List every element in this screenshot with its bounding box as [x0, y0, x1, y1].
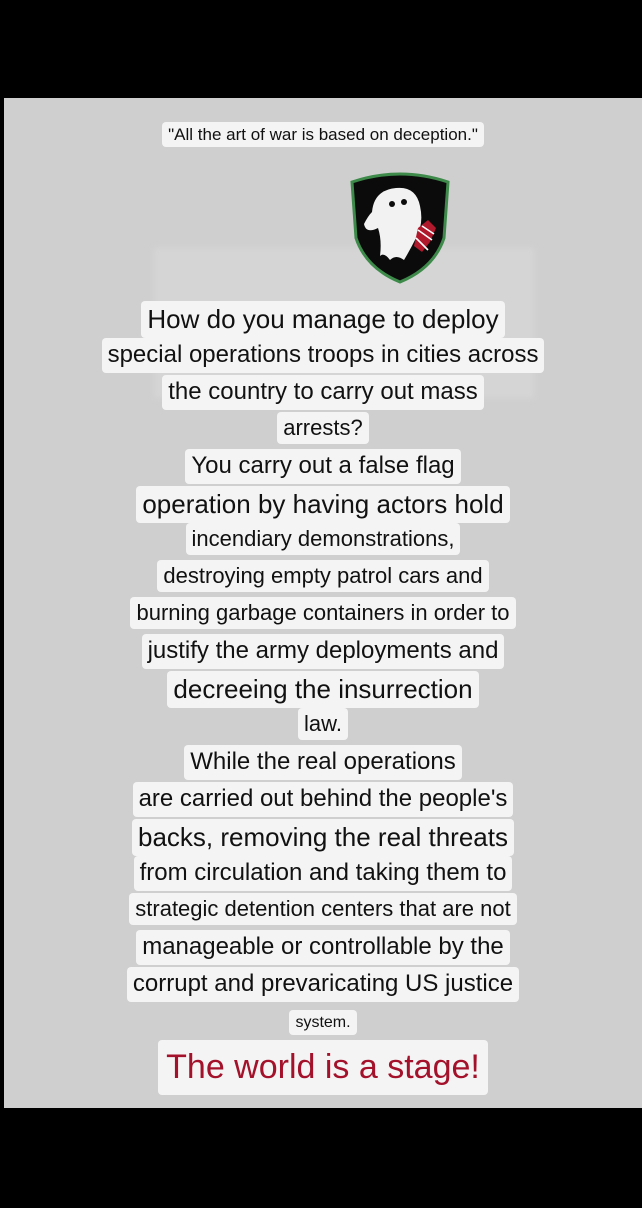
text-line — [4, 1004, 642, 1041]
text-line — [4, 856, 642, 893]
text-line-label: from circulation and taking them to — [134, 856, 513, 891]
text-line-label: manageable or controllable by the — [136, 930, 510, 965]
text-line — [4, 338, 642, 375]
text-line — [4, 893, 642, 930]
text-line-label: corrupt and prevaricating US justice — [127, 967, 519, 1002]
footer-text: The world is a stage! — [158, 1040, 488, 1095]
text-line-label: law. — [298, 708, 348, 740]
text-line — [4, 634, 642, 671]
text-line-label: are carried out behind the people's — [133, 782, 514, 817]
footer-caption — [4, 1040, 642, 1095]
ghost-shield-insignia-icon — [344, 168, 456, 284]
quote-text: "All the art of war is based on deception." — [162, 122, 484, 147]
text-line — [4, 412, 642, 449]
text-line — [4, 523, 642, 560]
text-line — [4, 782, 642, 819]
quote-caption — [4, 122, 642, 147]
text-line-label: system. — [289, 1010, 356, 1035]
text-line-label: decreeing the insurrection — [167, 671, 478, 708]
text-line — [4, 301, 642, 338]
message-lines — [4, 301, 642, 1041]
text-line-label: the country to carry out mass — [162, 375, 483, 410]
text-line — [4, 597, 642, 634]
text-line — [4, 967, 642, 1004]
text-line-label: backs, removing the real threats — [132, 819, 514, 856]
text-line — [4, 708, 642, 745]
text-line — [4, 449, 642, 486]
text-line-label: While the real operations — [184, 745, 461, 780]
text-line-label: justify the army deployments and — [142, 634, 505, 669]
text-line-label: operation by having actors hold — [136, 486, 509, 523]
text-line — [4, 930, 642, 967]
text-line-label: destroying empty patrol cars and — [157, 560, 488, 592]
text-line-label: strategic detention centers that are not — [129, 893, 516, 925]
text-line-label: special operations troops in cities across — [102, 338, 545, 373]
text-line — [4, 671, 642, 708]
story-panel — [4, 98, 642, 1108]
text-line — [4, 745, 642, 782]
text-line-label: incendiary demonstrations, — [186, 523, 461, 555]
text-line — [4, 560, 642, 597]
text-line — [4, 819, 642, 856]
text-line-label: You carry out a false flag — [185, 449, 460, 484]
text-line-label: arrests? — [277, 412, 368, 444]
text-line-label: How do you manage to deploy — [141, 301, 504, 338]
text-line — [4, 375, 642, 412]
text-line — [4, 486, 642, 523]
text-line-label: burning garbage containers in order to — [130, 597, 515, 629]
